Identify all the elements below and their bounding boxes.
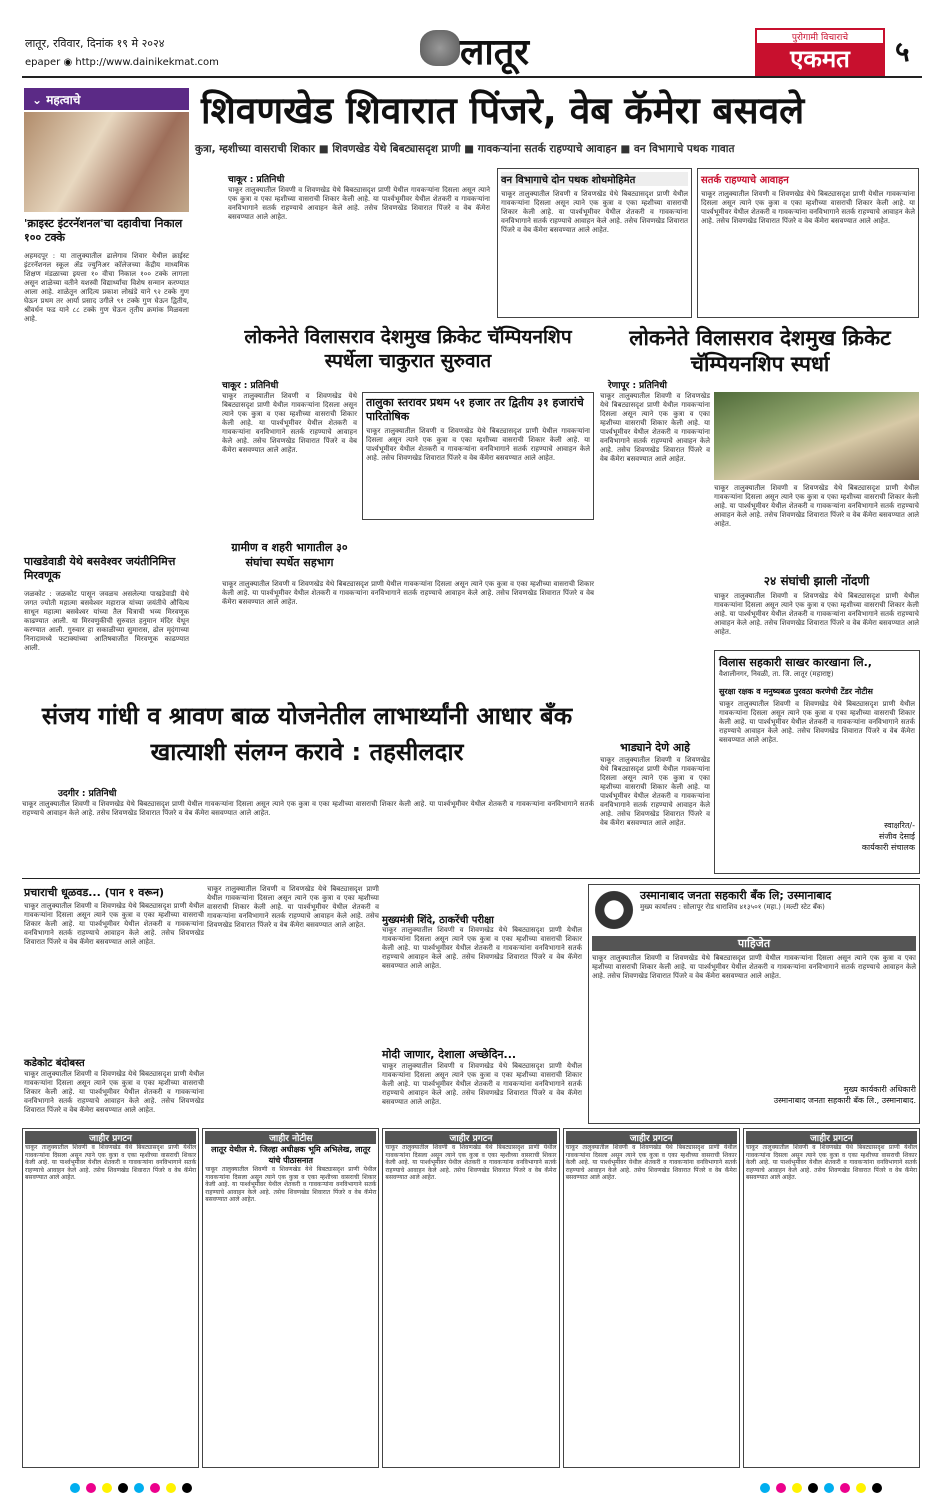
lead-box1 <box>497 168 692 318</box>
masthead-title: लातूर <box>460 31 529 73</box>
lead-deck: कुत्रा, म्हशीच्या वासराची शिकार ■ शिवणखेड येथे बिबट्यासदृश प्राणी ■ गावकऱ्यांना सतर्क राहण्याचे आवाहन ■ वन विभागाचे पथक गावात <box>195 143 735 155</box>
classified-5-body: चाकूर तालुक्यातील शिवणी व शिवणखेड येथे बिबट्यासदृश प्राणी येथील गावकऱ्यांना दिसला असून त्याने एक कुत्रा व एका म्हशीच्या वासराची शिकार केली आहे. या पार्श्वभूमीवर येथील शेतकरी व गावकऱ्यांना वनविभागाने सतर्क राहण्याचे आवाहन केले आहे. तसेच शिवणखेड शिवारात पिंजरे व वेब कॅमेरा बसवण्यात आले आहेत. <box>745 1144 919 1181</box>
brand-tagline: पुरोगामी विचाराचे <box>757 30 883 43</box>
classified-ad-4 <box>563 1128 740 1468</box>
factory-notice-title: सुरक्षा रक्षक व मनुष्यबळ पुरवठा करणेची टेंडर नोटीस <box>719 687 873 696</box>
magenta-dot <box>86 1483 96 1493</box>
sports2-box-title: २४ संघांची झाली नोंदणी <box>763 574 870 588</box>
sidebar-story1-body: अहमदपूर : या तालुक्यातील ढालेगाव शिवार येथील क्राईस्ट इंटरनॅशनल स्कूल ॲड ज्युनिअर कॉलेजच्या केंद्रीय माध्यमिक शिक्षण मंडळाच्या इयत्ता १० वीचा निकाल १०० टक्के लागला असून शाळेच्या वतीने यशस्वी विद्यार्थ्यांचा विशेष सन्मान करण्यात आला आहे. शाळेतून आदित्य प्रकाश लोखंडे याने ९२ टक्के गुण घेऊन प्रथम तर आर्या प्रसाद उगीले ९१ टक्के गुण घेऊन द्वितीय, श्रीवर्धन फड याने ८८ टक्के गुण घेऊन तृतीय क्रमांक मिळवला आहे. <box>24 252 192 323</box>
classified-ad-1 <box>22 1128 199 1468</box>
yellow-dot <box>166 1483 176 1493</box>
cyan-dot <box>760 1483 770 1493</box>
sports2-caption: चाकूर तालुक्यातील शिवणी व शिवणखेड येथे बिबट्यासदृश प्राणी येथील गावकऱ्यांना दिसला असून त्याने एक कुत्रा व एका म्हशीच्या वासराची शिकार केली आहे. या पार्श्वभूमीवर येथील शेतकरी व गावकऱ्यांना वनविभागाने सतर्क राहण्याचे आवाहन केले आहे. तसेच शिवणखेड शिवारात पिंजरे व वेब कॅमेरा बसवण्यात आले आहेत. <box>714 484 922 528</box>
factory-signature <box>719 820 915 853</box>
cricket-photo <box>714 392 919 480</box>
classified-ad-3 <box>382 1128 559 1468</box>
factory-sign3: कार्यकारी संचालक <box>861 843 915 852</box>
bank-address: मुख्य कार्यालय : सोलापूर रोड धाराशिव ४१३५०१ (महा.) (मल्टी स्टेट बँक) <box>640 903 825 911</box>
cyan-dot <box>70 1483 80 1493</box>
classified-2-title: जाहीर नोटीस <box>205 1131 376 1144</box>
factory-sign1: स्वाक्षरित/- <box>884 821 915 830</box>
sidebar-story2-title: पाखडेवाडी येथे बसवेश्वर जयंतीनिमित्त मिरवणूक <box>24 555 176 582</box>
classifieds-row <box>22 1128 920 1468</box>
sports1-box-title: तालुका स्तरावर प्रथम ५१ हजार तर द्वितीय ३१ हजारांचे पारितोषिक <box>366 396 584 423</box>
globe-icon: ◉ <box>63 57 73 68</box>
color-registration-left <box>70 1478 198 1497</box>
police-title: कडेकोट बंदोबस्त <box>24 1058 85 1069</box>
factory-ad <box>714 650 920 874</box>
rent-body: चाकूर तालुक्यातील शिवणी व शिवणखेड येथे बिबट्यासदृश प्राणी येथील गावकऱ्यांना दिसला असून त्याने एक कुत्रा व एका म्हशीच्या वासराची शिकार केली आहे. या पार्श्वभूमीवर येथील शेतकरी व गावकऱ्यांना वनविभागाने सतर्क राहण्याचे आवाहन केले आहे. तसेच शिवणखेड शिवारात पिंजरे व वेब कॅमेरा बसवण्यात आले आहेत. <box>600 756 713 827</box>
factory-sign2: संजीव देसाई <box>878 832 915 841</box>
sports1-body2: चाकूर तालुक्यातील शिवणी व शिवणखेड येथे बिबट्यासदृश प्राणी येथील गावकऱ्यांना दिसला असून त्याने एक कुत्रा व एका म्हशीच्या वासराची शिकार केली आहे. या पार्श्वभूमीवर येथील शेतकरी व गावकऱ्यांना वनविभागाने सतर्क राहण्याचे आवाहन केले आहे. तसेच शिवणखेड शिवारात पिंजरे व वेब कॅमेरा बसवण्यात आले आहेत. <box>222 580 597 606</box>
modi-title: मोदी जाणार, देशाला अच्छेदिन... <box>382 1048 517 1061</box>
epaper-text: epaper <box>25 57 61 68</box>
factory-name: विलास सहकारी साखर कारखाना लि., <box>719 656 872 669</box>
modi-body: चाकूर तालुक्यातील शिवणी व शिवणखेड येथे बिबट्यासदृश प्राणी येथील गावकऱ्यांना दिसला असून त्याने एक कुत्रा व एका म्हशीच्या वासराची शिकार केली आहे. या पार्श्वभूमीवर येथील शेतकरी व गावकऱ्यांना वनविभागाने सतर्क राहण्याचे आवाहन केले आहे. तसेच शिवणखेड शिवारात पिंजरे व वेब कॅमेरा बसवण्यात आले आहेत. <box>382 1062 585 1106</box>
classified-5-title: जाहीर प्रगटन <box>746 1131 917 1144</box>
mid-body: चाकूर तालुक्यातील शिवणी व शिवणखेड येथे बिबट्यासदृश प्राणी येथील गावकऱ्यांना दिसला असून त्याने एक कुत्रा व एका म्हशीच्या वासराची शिकार केली आहे. या पार्श्वभूमीवर येथील शेतकरी व गावकऱ्यांना वनविभागाने सतर्क राहण्याचे आवाहन केले आहे. तसेच शिवणखेड शिवारात पिंजरे व वेब कॅमेरा बसवण्यात आले आहेत. <box>22 800 597 817</box>
classified-4-body: चाकूर तालुक्यातील शिवणी व शिवणखेड येथे बिबट्यासदृश प्राणी येथील गावकऱ्यांना दिसला असून त्याने एक कुत्रा व एका म्हशीच्या वासराची शिकार केली आहे. या पार्श्वभूमीवर येथील शेतकरी व गावकऱ्यांना वनविभागाने सतर्क राहण्याचे आवाहन केले आहे. तसेच शिवणखेड शिवारात पिंजरे व वेब कॅमेरा बसवण्यात आले आहेत. <box>565 1144 739 1181</box>
black-dot <box>182 1483 192 1493</box>
black-dot <box>808 1483 818 1493</box>
bank-logo-icon <box>592 888 636 932</box>
cyan-dot <box>134 1483 144 1493</box>
chevron-down-icon: ⌄ <box>32 93 47 107</box>
sports2-byline: रेणापूर : प्रतिनिधी <box>608 381 667 391</box>
page-number: ५ <box>895 35 910 68</box>
box2-body: चाकूर तालुक्यातील शिवणी व शिवणखेड येथे बिबट्यासदृश प्राणी येथील गावकऱ्यांना दिसला असून त्याने एक कुत्रा व एका म्हशीच्या वासराची शिकार केली आहे. या पार्श्वभूमीवर येथील शेतकरी व गावकऱ्यांना वनविभागाने सतर्क राहण्याचे आवाहन केले आहे. तसेच शिवणखेड शिवारात पिंजरे व वेब कॅमेरा बसवण्यात आले आहेत. <box>701 190 918 225</box>
header-rule <box>22 76 922 78</box>
sidebar-story2-body: जळकोट : जळकोट पासून जवळच असलेल्या पाखडेवाडी येथे जगत ज्योती महात्मा बसवेश्वर महाराज यांच्या जयंतीचे औचित्य साधून महात्मा बसवेश्वर यांच्या तैल चित्राची भव्य मिरवणूक काढण्यात आली. या मिरवणुकीची सुरुवात हनुमान मंदिर येथून करण्यात आली. गुरुवार हा सकाळीच्या सुमारास, ढोल मृदंगाच्या निनादामध्ये फटाक्यांच्या आतिषबाजीत मिरवणूक काढण्यात आली. <box>24 590 192 652</box>
shinde-body: चाकूर तालुक्यातील शिवणी व शिवणखेड येथे बिबट्यासदृश प्राणी येथील गावकऱ्यांना दिसला असून त्याने एक कुत्रा व एका म्हशीच्या वासराची शिकार केली आहे. या पार्श्वभूमीवर येथील शेतकरी व गावकऱ्यांना वनविभागाने सतर्क राहण्याचे आवाहन केले आहे. तसेच शिवणखेड शिवारात पिंजरे व वेब कॅमेरा बसवण्यात आले आहेत. <box>382 926 585 970</box>
box2-title: सतर्क राहण्याचे आवाहन <box>701 175 789 186</box>
brand-logo <box>755 28 885 78</box>
bank-signature <box>592 1084 916 1106</box>
lead-headline: शिवणखेड शिवारात पिंजरे, वेब कॅमेरा बसवले <box>201 89 805 132</box>
factory-address: वैशालीनगर, निवळी, ता. जि. लातूर (महाराष्ट्र) <box>719 670 834 678</box>
yellow-dot <box>102 1483 112 1493</box>
classified-3-body: चाकूर तालुक्यातील शिवणी व शिवणखेड येथे बिबट्यासदृश प्राणी येथील गावकऱ्यांना दिसला असून त्याने एक कुत्रा व एका म्हशीच्या वासराची शिकार केली आहे. या पार्श्वभूमीवर येथील शेतकरी व गावकऱ्यांना वनविभागाने सतर्क राहण्याचे आवाहन केले आहे. तसेच शिवणखेड शिवारात पिंजरे व वेब कॅमेरा बसवण्यात आले आहेत. <box>385 1144 559 1181</box>
campaign-body-col2: चाकूर तालुक्यातील शिवणी व शिवणखेड येथे बिबट्यासदृश प्राणी येथील गावकऱ्यांना दिसला असून त्याने एक कुत्रा व एका म्हशीच्या वासराची शिकार केली आहे. या पार्श्वभूमीवर येथील शेतकरी व गावकऱ्यांना वनविभागाने सतर्क राहण्याचे आवाहन केले आहे. तसेच शिवणखेड शिवारात पिंजरे व वेब कॅमेरा बसवण्यात आले आहेत. <box>207 885 382 929</box>
bank-wanted-bar: पाहिजेत <box>592 936 916 951</box>
mid-byline: उदगीर : प्रतिनिधी <box>58 789 117 799</box>
sports2-box-body: चाकूर तालुक्यातील शिवणी व शिवणखेड येथे बिबट्यासदृश प्राणी येथील गावकऱ्यांना दिसला असून त्याने एक कुत्रा व एका म्हशीच्या वासराची शिकार केली आहे. या पार्श्वभूमीवर येथील शेतकरी व गावकऱ्यांना वनविभागाने सतर्क राहण्याचे आवाहन केले आहे. तसेच शिवणखेड शिवारात पिंजरे व वेब कॅमेरा बसवण्यात आले आहेत. <box>714 592 922 636</box>
map-icon <box>420 30 460 66</box>
sidebar-badge <box>24 88 189 110</box>
factory-notice-body: चाकूर तालुक्यातील शिवणी व शिवणखेड येथे बिबट्यासदृश प्राणी येथील गावकऱ्यांना दिसला असून त्याने एक कुत्रा व एका म्हशीच्या वासराची शिकार केली आहे. या पार्श्वभूमीवर येथील शेतकरी व गावकऱ्यांना वनविभागाने सतर्क राहण्याचे आवाहन केले आहे. तसेच शिवणखेड शिवारात पिंजरे व वेब कॅमेरा बसवण्यात आले आहेत. <box>719 700 918 744</box>
lead-box2 <box>697 168 919 318</box>
sidebar-story1-title: 'क्राइस्ट इंटरनॅशनल'चा दहावीचा निकाल १०० टक्के <box>24 217 183 244</box>
black-dot <box>118 1483 128 1493</box>
classified-1-body: चाकूर तालुक्यातील शिवणी व शिवणखेड येथे बिबट्यासदृश प्राणी येथील गावकऱ्यांना दिसला असून त्याने एक कुत्रा व एका म्हशीच्या वासराची शिकार केली आहे. या पार्श्वभूमीवर येथील शेतकरी व गावकऱ्यांना वनविभागाने सतर्क राहण्याचे आवाहन केले आहे. तसेच शिवणखेड शिवारात पिंजरे व वेब कॅमेरा बसवण्यात आले आहेत. <box>25 1144 199 1181</box>
brand-name: एकमत <box>790 45 850 73</box>
sports2-body: चाकूर तालुक्यातील शिवणी व शिवणखेड येथे बिबट्यासदृश प्राणी येथील गावकऱ्यांना दिसला असून त्याने एक कुत्रा व एका म्हशीच्या वासराची शिकार केली आहे. या पार्श्वभूमीवर येथील शेतकरी व गावकऱ्यांना वनविभागाने सतर्क राहण्याचे आवाहन केले आहे. तसेच शिवणखेड शिवारात पिंजरे व वेब कॅमेरा बसवण्यात आले आहेत. <box>600 392 713 463</box>
mid-rule <box>22 878 920 879</box>
sports1-side-box: ग्रामीण व शहरी भागातील ३० संघांचा स्पर्धेत सहभाग <box>231 541 348 569</box>
site-url[interactable]: http://www.dainikekmat.com <box>75 57 219 68</box>
classified-2-office: लातूर येथील मे. जिल्हा अधीक्षक भूमि अभिलेख, लातूर यांचे पीठासनात <box>211 1145 371 1165</box>
bank-ad <box>588 884 920 1124</box>
bank-sign2: उस्मानाबाद जनता सहकारी बँक लि., उस्मानाबाद. <box>773 1096 916 1105</box>
sports1-byline: चाकूर : प्रतिनिधी <box>222 381 279 391</box>
color-registration-right <box>760 1478 888 1497</box>
classified-1-title: जाहीर प्रगटन <box>25 1131 196 1144</box>
classified-ad-5 <box>743 1128 920 1468</box>
classified-3-title: जाहीर प्रगटन <box>385 1131 556 1144</box>
magenta-dot <box>840 1483 850 1493</box>
classified-ad-2 <box>202 1128 379 1468</box>
magenta-dot <box>150 1483 160 1493</box>
box1-body: चाकूर तालुक्यातील शिवणी व शिवणखेड येथे बिबट्यासदृश प्राणी येथील गावकऱ्यांना दिसला असून त्याने एक कुत्रा व एका म्हशीच्या वासराची शिकार केली आहे. या पार्श्वभूमीवर येथील शेतकरी व गावकऱ्यांना वनविभागाने सतर्क राहण्याचे आवाहन केले आहे. तसेच शिवणखेड शिवारात पिंजरे व वेब कॅमेरा बसवण्यात आले आहेत. <box>501 190 691 234</box>
sports1-box-body: चाकूर तालुक्यातील शिवणी व शिवणखेड येथे बिबट्यासदृश प्राणी येथील गावकऱ्यांना दिसला असून त्याने एक कुत्रा व एका म्हशीच्या वासराची शिकार केली आहे. या पार्श्वभूमीवर येथील शेतकरी व गावकऱ्यांना वनविभागाने सतर्क राहण्याचे आवाहन केले आहे. तसेच शिवणखेड शिवारात पिंजरे व वेब कॅमेरा बसवण्यात आले आहेत. <box>366 427 593 462</box>
black-dot <box>872 1483 882 1493</box>
sports1-body: चाकूर तालुक्यातील शिवणी व शिवणखेड येथे बिबट्यासदृश प्राणी येथील गावकऱ्यांना दिसला असून त्याने एक कुत्रा व एका म्हशीच्या वासराची शिकार केली आहे. या पार्श्वभूमीवर येथील शेतकरी व गावकऱ्यांना वनविभागाने सतर्क राहण्याचे आवाहन केले आहे. तसेच शिवणखेड शिवारात पिंजरे व वेब कॅमेरा बसवण्यात आले आहेत. <box>222 392 360 454</box>
rent-title: भाड्याने देणे आहे <box>619 741 691 754</box>
campaign-title: प्रचाराची धूळवड... (पान १ वरून) <box>24 886 164 899</box>
school-photo <box>24 112 189 212</box>
sports1-box <box>362 392 594 520</box>
campaign-body: चाकूर तालुक्यातील शिवणी व शिवणखेड येथे बिबट्यासदृश प्राणी येथील गावकऱ्यांना दिसला असून त्याने एक कुत्रा व एका म्हशीच्या वासराची शिकार केली आहे. या पार्श्वभूमीवर येथील शेतकरी व गावकऱ्यांना वनविभागाने सतर्क राहण्याचे आवाहन केले आहे. तसेच शिवणखेड शिवारात पिंजरे व वेब कॅमेरा बसवण्यात आले आहेत. <box>24 902 207 946</box>
police-body: चाकूर तालुक्यातील शिवणी व शिवणखेड येथे बिबट्यासदृश प्राणी येथील गावकऱ्यांना दिसला असून त्याने एक कुत्रा व एका म्हशीच्या वासराची शिकार केली आहे. या पार्श्वभूमीवर येथील शेतकरी व गावकऱ्यांना वनविभागाने सतर्क राहण्याचे आवाहन केले आहे. तसेच शिवणखेड शिवारात पिंजरे व वेब कॅमेरा बसवण्यात आले आहेत. <box>24 1070 207 1114</box>
classified-2-body: चाकूर तालुक्यातील शिवणी व शिवणखेड येथे बिबट्यासदृश प्राणी येथील गावकऱ्यांना दिसला असून त्याने एक कुत्रा व एका म्हशीच्या वासराची शिकार केली आहे. या पार्श्वभूमीवर येथील शेतकरी व गावकऱ्यांना वनविभागाने सतर्क राहण्याचे आवाहन केले आहे. तसेच शिवणखेड शिवारात पिंजरे व वेब कॅमेरा बसवण्यात आले आहेत. <box>205 1166 379 1203</box>
mid-headline: संजय गांधी व श्रावण बाळ योजनेतील लाभार्थ्यांनी आधार बँक खात्याशी संलग्न करावे : तहसीलदार <box>41 702 573 766</box>
yellow-dot <box>792 1483 802 1493</box>
magenta-dot <box>776 1483 786 1493</box>
shinde-title: मुख्यमंत्री शिंदे, ठाकरेंची परीक्षा <box>382 915 494 926</box>
sports2-headline: लोकनेते विलासराव देशमुख क्रिकेट चॅम्पियनशिप स्पर्धा <box>629 326 891 376</box>
box1-title: वन विभागाचे दोन पथक शोधमोहिमेत <box>501 172 688 186</box>
lead-byline: चाकूर : प्रतिनिधी <box>228 175 285 185</box>
dateline: लातूर, रविवार, दिनांक १९ मे २०२४ <box>25 37 165 50</box>
lead-body: चाकूर तालुक्यातील शिवणी व शिवणखेड येथे बिबट्यासदृश प्राणी येथील गावकऱ्यांना दिसला असून त्याने एक कुत्रा व एका म्हशीच्या वासराची शिकार केली आहे. या पार्श्वभूमीवर येथील शेतकरी व गावकऱ्यांना वनविभागाने सतर्क राहण्याचे आवाहन केले आहे. तसेच शिवणखेड शिवारात पिंजरे व वेब कॅमेरा बसवण्यात आले आहेत. <box>228 186 493 221</box>
classified-4-title: जाहीर प्रगटन <box>566 1131 737 1144</box>
epaper-label <box>25 57 219 68</box>
sports1-headline: लोकनेते विलासराव देशमुख क्रिकेट चॅम्पियनशिप स्पर्धेला चाकुरात सुरुवात <box>244 326 572 372</box>
bank-name: उस्मानाबाद जनता सहकारी बँक लि; उस्मानाबाद <box>640 889 832 902</box>
bank-sign1: मुख्य कार्यकारी अधिकारी <box>843 1085 916 1094</box>
yellow-dot <box>856 1483 866 1493</box>
cyan-dot <box>824 1483 834 1493</box>
badge-label: महत्वाचे <box>46 93 81 107</box>
bank-ad-body: चाकूर तालुक्यातील शिवणी व शिवणखेड येथे बिबट्यासदृश प्राणी येथील गावकऱ्यांना दिसला असून त्याने एक कुत्रा व एका म्हशीच्या वासराची शिकार केली आहे. या पार्श्वभूमीवर येथील शेतकरी व गावकऱ्यांना वनविभागाने सतर्क राहण्याचे आवाहन केले आहे. तसेच शिवणखेड शिवारात पिंजरे व वेब कॅमेरा बसवण्यात आले आहेत. <box>592 954 919 980</box>
